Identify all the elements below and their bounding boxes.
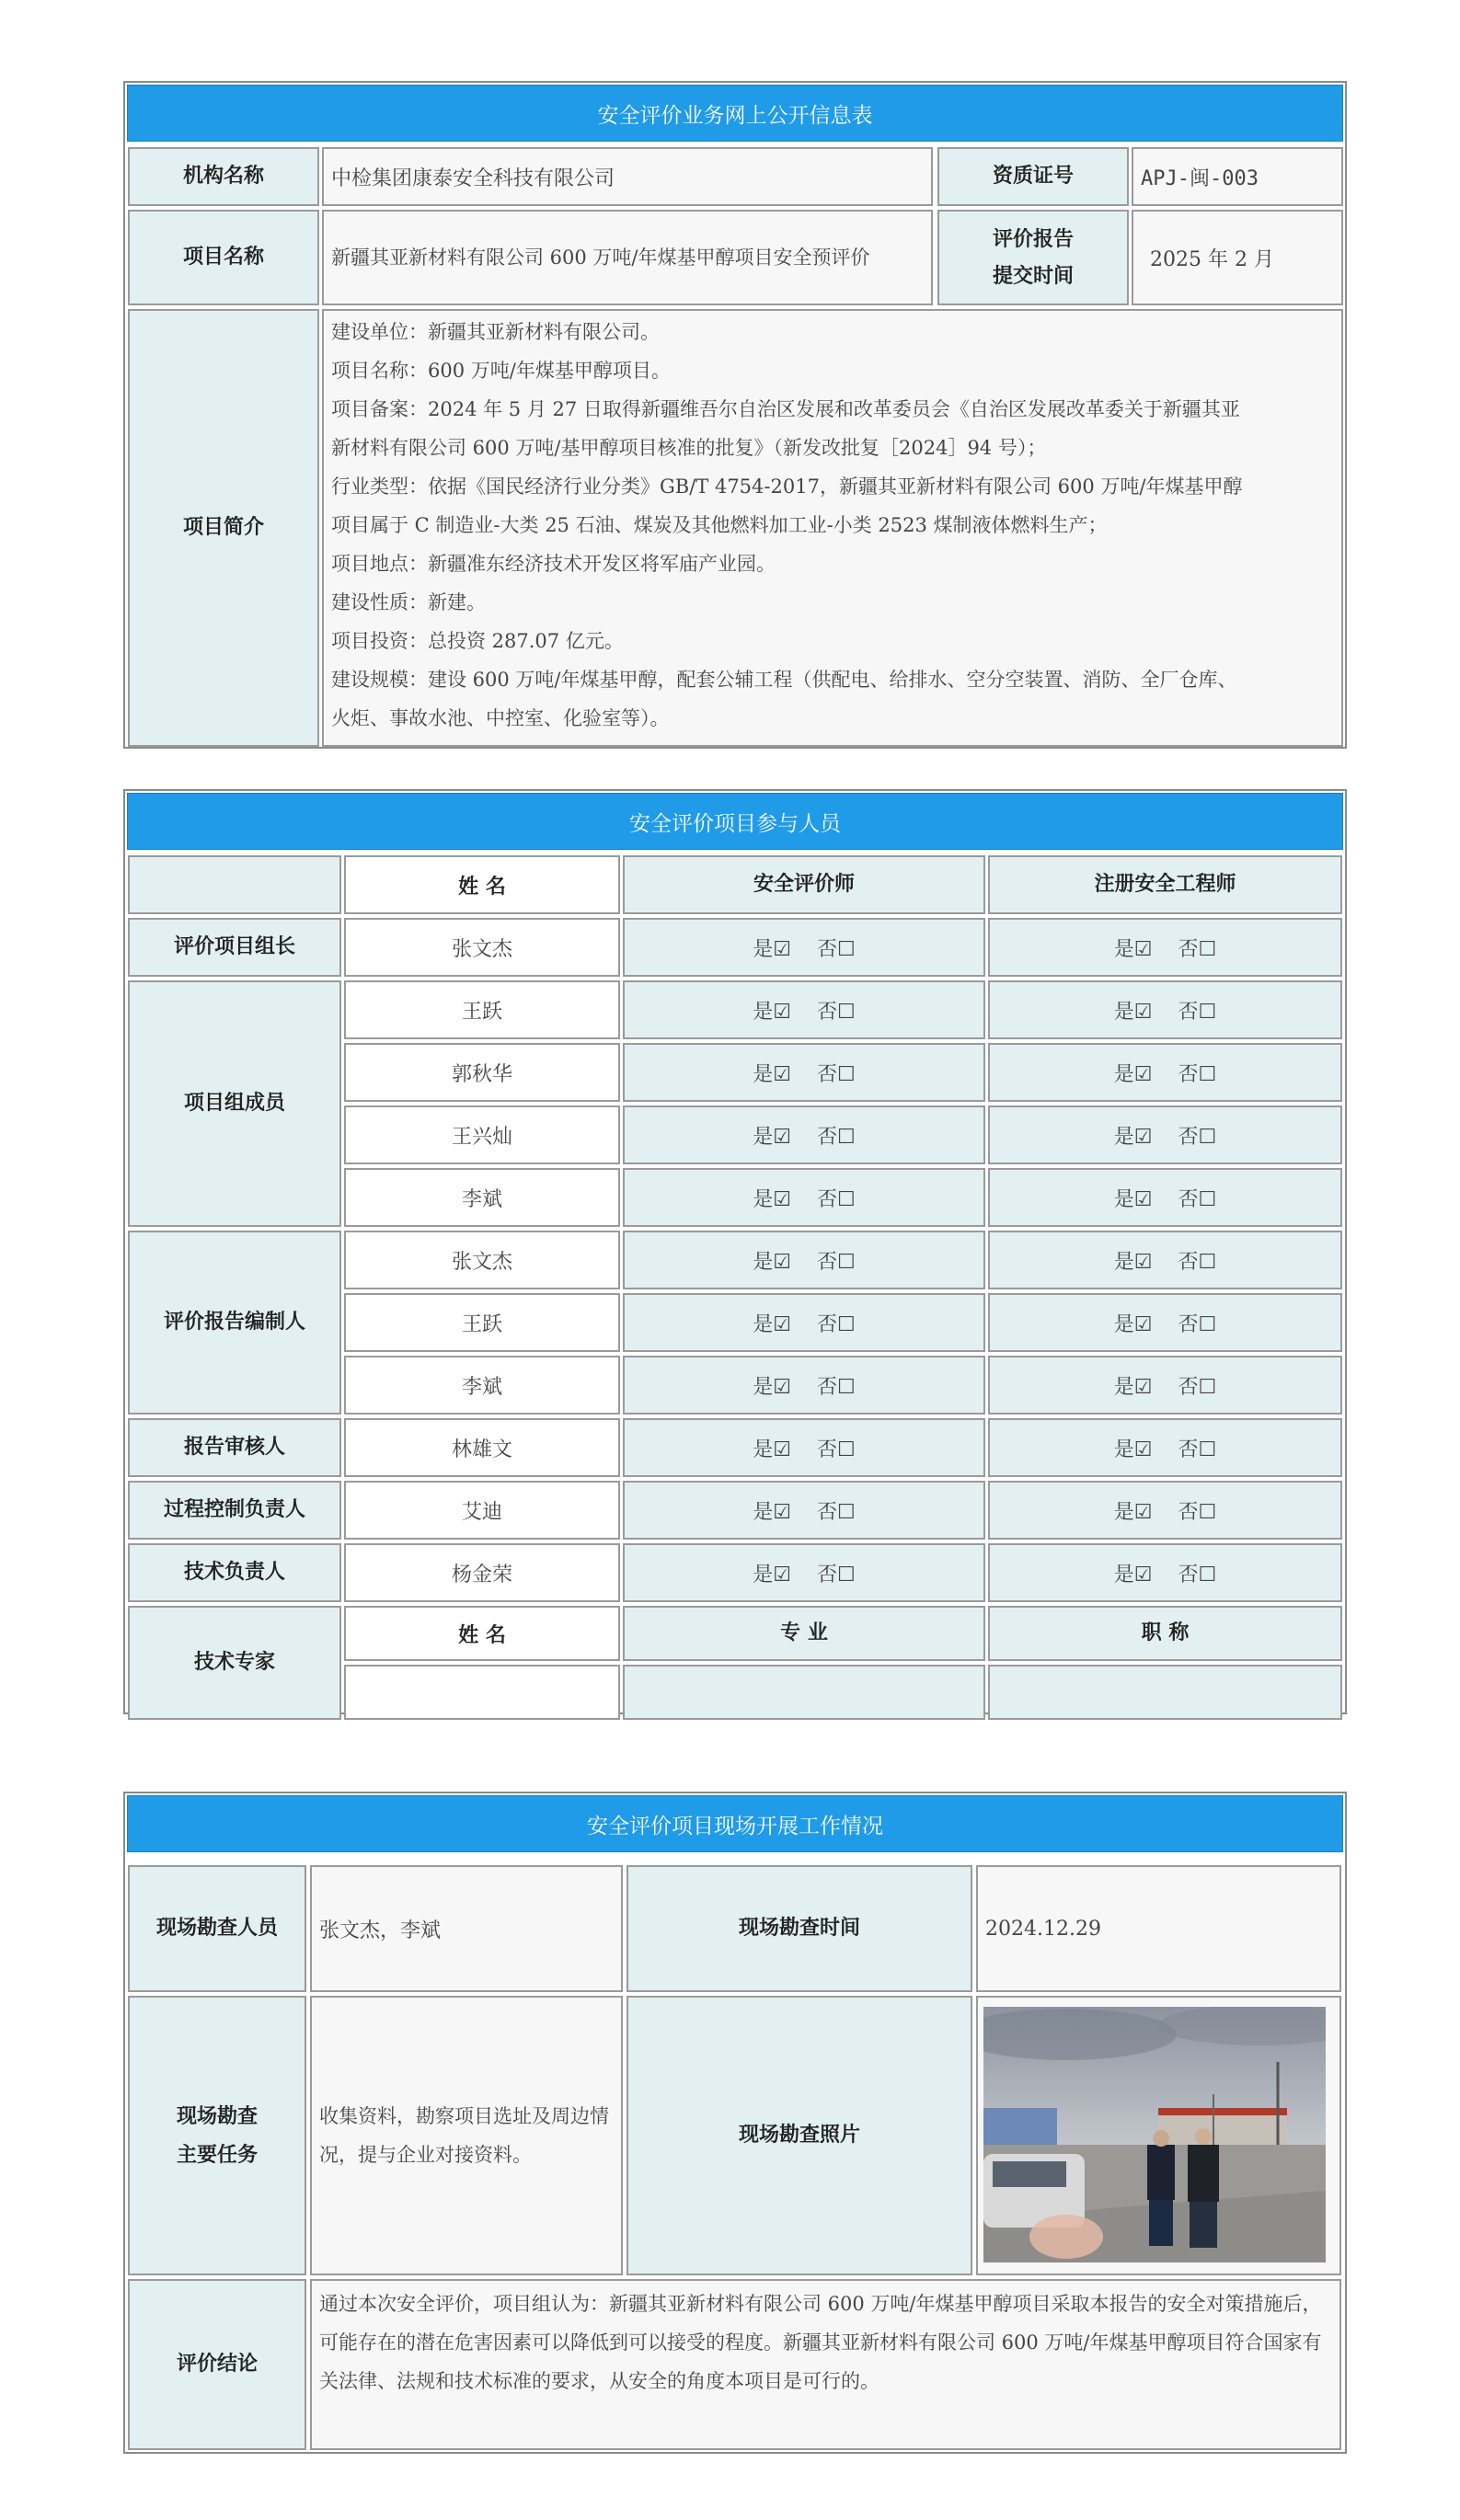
yes-checked-box: 是☑ bbox=[1113, 1500, 1153, 1524]
qualification-engineer bbox=[988, 918, 1342, 977]
yes-checked-box: 是☑ bbox=[1113, 1312, 1153, 1336]
no-unchecked-box: 否☐ bbox=[817, 1250, 856, 1274]
qualification-engineer bbox=[988, 1105, 1342, 1164]
no-unchecked-box: 否☐ bbox=[1178, 1500, 1217, 1524]
person-name: 林雄文 bbox=[344, 1418, 620, 1477]
qualification-engineer bbox=[988, 1418, 1342, 1477]
person-name: 郭秋华 bbox=[344, 1043, 620, 1102]
survey-time-value: 2024.12.29 bbox=[976, 1865, 1341, 1992]
no-unchecked-box: 否☐ bbox=[1178, 937, 1217, 961]
qualification-engineer bbox=[988, 980, 1342, 1039]
survey-time-label: 现场勘查时间 bbox=[627, 1865, 972, 1992]
role-label: 报告审核人 bbox=[128, 1418, 341, 1477]
yes-checked-box: 是☑ bbox=[753, 1000, 791, 1024]
person-name: 杨金荣 bbox=[344, 1543, 620, 1602]
project-name-label: 项目名称 bbox=[128, 210, 319, 305]
qualification-engineer bbox=[988, 1356, 1342, 1415]
role-label: 评价项目组长 bbox=[128, 918, 341, 977]
report-time-value: 2025 年 2 月 bbox=[1132, 210, 1343, 305]
qualification-engineer bbox=[988, 1293, 1342, 1352]
no-unchecked-box: 否☐ bbox=[1178, 1312, 1217, 1336]
site-photo bbox=[983, 2007, 1326, 2262]
person-name: 王跃 bbox=[344, 1293, 620, 1352]
no-unchecked-box: 否☐ bbox=[817, 1125, 856, 1149]
no-unchecked-box: 否☐ bbox=[1178, 1563, 1217, 1586]
qualification-engineer bbox=[988, 1168, 1342, 1227]
no-unchecked-box: 否☐ bbox=[1178, 1062, 1217, 1086]
header-blank bbox=[128, 855, 341, 914]
no-unchecked-box: 否☐ bbox=[817, 1062, 856, 1086]
yes-checked-box: 是☑ bbox=[753, 1250, 791, 1274]
yes-checked-box: 是☑ bbox=[1113, 1438, 1153, 1461]
yes-checked-box: 是☑ bbox=[753, 1312, 791, 1336]
expert-header-name: 姓 名 bbox=[344, 1606, 620, 1661]
yes-checked-box: 是☑ bbox=[753, 937, 791, 961]
qualification-evaluator bbox=[623, 1231, 985, 1289]
expert-header-title: 职 称 bbox=[988, 1606, 1342, 1661]
site-photo-label: 现场勘查照片 bbox=[627, 1996, 972, 2275]
expert-title-empty bbox=[988, 1665, 1342, 1720]
main-task-label: 现场勘查主要任务 bbox=[128, 1996, 306, 2275]
no-unchecked-box: 否☐ bbox=[817, 937, 856, 961]
project-intro-label: 项目简介 bbox=[128, 309, 319, 747]
qualification-evaluator bbox=[623, 1418, 985, 1477]
intro-line: 建设规模：建设 600 万吨/年煤基甲醇，配套公辅工程（供配电、给排水、空分空装置、消防、全厂仓库、 bbox=[331, 669, 1237, 691]
qualification-evaluator bbox=[623, 1481, 985, 1540]
main-task-value: 收集资料，勘察项目选址及周边情况，提与企业对接资料。 bbox=[310, 1996, 623, 2275]
personnel-table bbox=[123, 789, 1347, 1714]
no-unchecked-box: 否☐ bbox=[817, 1187, 856, 1211]
person-name: 李斌 bbox=[344, 1168, 620, 1227]
role-label: 过程控制负责人 bbox=[128, 1481, 341, 1540]
site-work-title: 安全评价项目现场开展工作情况 bbox=[127, 1795, 1343, 1852]
conclusion-value: 通过本次安全评价，项目组认为：新疆其亚新材料有限公司 600 万吨/年煤基甲醇项目采取本报告的安全对策措施后，可能存在的潜在危害因素可以降低到可以接受的程度。新疆其亚新材料有限公司 600 万吨/年煤基甲醇项目符合国家有关法律、法规和技术标准的要求，从安全的角度本项目是可行的。 bbox=[310, 2279, 1341, 2450]
cert-no-label: 资质证号 bbox=[937, 147, 1129, 206]
intro-line: 项目属于 C 制造业-大类 25 石油、煤炭及其他燃料加工业-小类 2523 煤制液体燃料生产； bbox=[331, 514, 1108, 536]
no-unchecked-box: 否☐ bbox=[1178, 1438, 1217, 1461]
person-name: 王跃 bbox=[344, 980, 620, 1039]
no-unchecked-box: 否☐ bbox=[817, 1375, 856, 1399]
intro-line: 项目投资：总投资 287.07 亿元。 bbox=[331, 630, 624, 652]
intro-line: 新材料有限公司 600 万吨/基甲醇项目核准的批复》（新发改批复［2024］94 号）； bbox=[331, 437, 1047, 459]
yes-checked-box: 是☑ bbox=[753, 1062, 791, 1086]
intro-line: 项目名称：600 万吨/年煤基甲醇项目。 bbox=[331, 360, 671, 382]
yes-checked-box: 是☑ bbox=[753, 1375, 791, 1399]
yes-checked-box: 是☑ bbox=[1113, 937, 1153, 961]
no-unchecked-box: 否☐ bbox=[817, 1312, 856, 1336]
public-info-title: 安全评价业务网上公开信息表 bbox=[127, 85, 1343, 142]
site-photo-cell bbox=[976, 1996, 1341, 2275]
expert-label: 技术专家 bbox=[128, 1606, 341, 1720]
intro-line: 建设单位：新疆其亚新材料有限公司。 bbox=[331, 321, 660, 343]
project-name-value: 新疆其亚新材料有限公司 600 万吨/年煤基甲醇项目安全预评价 bbox=[322, 210, 933, 305]
no-unchecked-box: 否☐ bbox=[817, 1563, 856, 1586]
public-info-table bbox=[123, 81, 1347, 749]
qualification-evaluator bbox=[623, 918, 985, 977]
no-unchecked-box: 否☐ bbox=[1178, 1375, 1217, 1399]
role-label: 项目组成员 bbox=[128, 980, 341, 1227]
yes-checked-box: 是☑ bbox=[1113, 1125, 1153, 1149]
site-work-table bbox=[123, 1792, 1347, 2454]
intro-line: 项目地点：新疆准东经济技术开发区将军庙产业园。 bbox=[331, 553, 776, 575]
yes-checked-box: 是☑ bbox=[753, 1438, 791, 1461]
personnel-title: 安全评价项目参与人员 bbox=[127, 793, 1343, 850]
intro-line: 行业类型：依据《国民经济行业分类》GB/T 4754-2017，新疆其亚新材料有限公司 600 万吨/年煤基甲醇 bbox=[331, 475, 1243, 498]
person-name: 艾迪 bbox=[344, 1481, 620, 1540]
yes-checked-box: 是☑ bbox=[753, 1187, 791, 1211]
yes-checked-box: 是☑ bbox=[753, 1500, 791, 1524]
yes-checked-box: 是☑ bbox=[1113, 1000, 1153, 1024]
project-intro-body bbox=[322, 309, 1343, 747]
expert-name-empty bbox=[344, 1665, 620, 1720]
yes-checked-box: 是☑ bbox=[753, 1563, 791, 1586]
survey-people-label: 现场勘查人员 bbox=[128, 1865, 306, 1992]
header-name: 姓 名 bbox=[344, 855, 620, 914]
expert-major-empty bbox=[623, 1665, 985, 1720]
no-unchecked-box: 否☐ bbox=[1178, 1125, 1217, 1149]
qualification-evaluator bbox=[623, 1356, 985, 1415]
intro-line: 项目备案：2024 年 5 月 27 日取得新疆维吾尔自治区发展和改革委员会《自治区发展改革委关于新疆其亚 bbox=[331, 398, 1240, 420]
no-unchecked-box: 否☐ bbox=[1178, 1250, 1217, 1274]
yes-checked-box: 是☑ bbox=[1113, 1187, 1153, 1211]
report-time-label: 评价报告提交时间 bbox=[937, 210, 1129, 305]
qualification-evaluator bbox=[623, 1543, 985, 1602]
no-unchecked-box: 否☐ bbox=[817, 1500, 856, 1524]
no-unchecked-box: 否☐ bbox=[817, 1438, 856, 1461]
header-evaluator: 安全评价师 bbox=[623, 855, 985, 914]
person-name: 张文杰 bbox=[344, 918, 620, 977]
qualification-engineer bbox=[988, 1043, 1342, 1102]
qualification-engineer bbox=[988, 1231, 1342, 1289]
org-name-label: 机构名称 bbox=[128, 147, 319, 206]
yes-checked-box: 是☑ bbox=[753, 1125, 791, 1149]
qualification-evaluator bbox=[623, 980, 985, 1039]
qualification-evaluator bbox=[623, 1043, 985, 1102]
survey-people-value: 张文杰，李斌 bbox=[310, 1865, 623, 1992]
yes-checked-box: 是☑ bbox=[1113, 1062, 1153, 1086]
person-name: 张文杰 bbox=[344, 1231, 620, 1289]
qualification-evaluator bbox=[623, 1293, 985, 1352]
qualification-engineer bbox=[988, 1543, 1342, 1602]
header-engineer: 注册安全工程师 bbox=[988, 855, 1342, 914]
no-unchecked-box: 否☐ bbox=[1178, 1000, 1217, 1024]
person-name: 王兴灿 bbox=[344, 1105, 620, 1164]
intro-line: 火炬、事故水池、中控室、化验室等）。 bbox=[331, 707, 670, 729]
expert-header-major: 专 业 bbox=[623, 1606, 985, 1661]
yes-checked-box: 是☑ bbox=[1113, 1563, 1153, 1586]
yes-checked-box: 是☑ bbox=[1113, 1250, 1153, 1274]
role-label: 评价报告编制人 bbox=[128, 1231, 341, 1415]
no-unchecked-box: 否☐ bbox=[817, 1000, 856, 1024]
cert-no-value: APJ-闽-003 bbox=[1132, 147, 1343, 206]
yes-checked-box: 是☑ bbox=[1113, 1375, 1153, 1399]
qualification-evaluator bbox=[623, 1105, 985, 1164]
qualification-engineer bbox=[988, 1481, 1342, 1540]
person-name: 李斌 bbox=[344, 1356, 620, 1415]
org-name-value: 中检集团康泰安全科技有限公司 bbox=[322, 147, 933, 206]
qualification-evaluator bbox=[623, 1168, 985, 1227]
no-unchecked-box: 否☐ bbox=[1178, 1187, 1217, 1211]
intro-line: 建设性质：新建。 bbox=[331, 591, 486, 613]
conclusion-label: 评价结论 bbox=[128, 2279, 306, 2450]
role-label: 技术负责人 bbox=[128, 1543, 341, 1602]
